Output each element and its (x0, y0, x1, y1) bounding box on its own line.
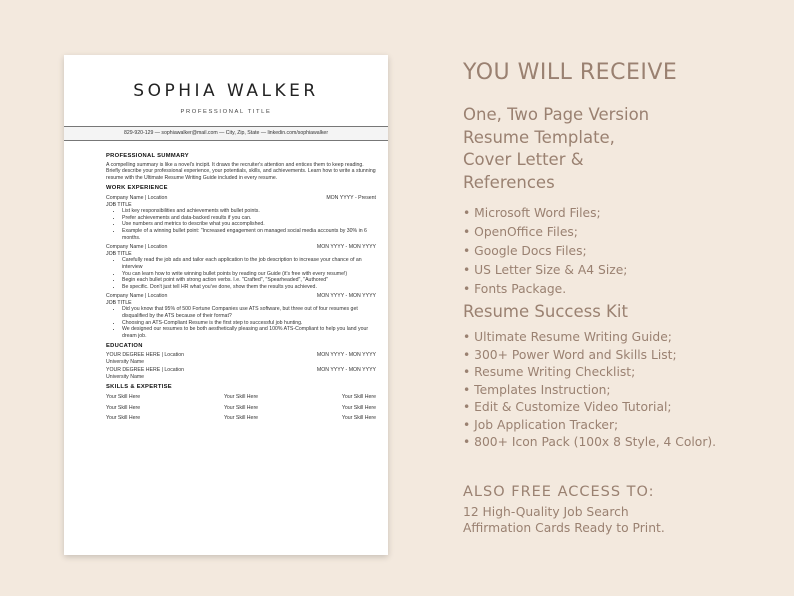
job-bullet: • Carefully read the job ads and tailor each application to the job description to increase your chance of an interview (122, 257, 376, 270)
version-line: One, Two Page Version (463, 105, 650, 124)
file-item: • Google Docs Files; (463, 244, 587, 258)
version-line: Resume Template, (463, 127, 615, 147)
skills-grid (106, 394, 376, 422)
skill-item: Your Skill Here (223, 404, 259, 411)
resume-name: SOPHIA WALKER (133, 81, 319, 101)
job-bullet: • List key responsibilities and achievements with bullet points. (122, 208, 376, 215)
edu-dates: MON YYYY - MON YYYY (316, 352, 376, 359)
work-heading: WORK EXPERIENCE (106, 185, 168, 192)
skill-item: Your Skill Here (341, 394, 376, 400)
file-item: • Microsoft Word Files; (463, 206, 601, 220)
job-bullet: • Begin each bullet point with strong action verbs. I.e. "Crafted", "Spearheaded", "Authored" (122, 277, 376, 284)
skill-item: Your Skill Here (341, 404, 376, 411)
kit-item: • Ultimate Resume Writing Guide; (463, 330, 672, 344)
resume-professional-title: PROFESSIONAL TITLE (180, 109, 272, 115)
resume-body (106, 149, 376, 422)
job-dates: MON YYYY - MON YYYY (316, 293, 376, 300)
job-dates: MON YYYY - Present (326, 194, 376, 201)
skill-item: Your Skill Here (106, 415, 141, 422)
job-entry (106, 293, 376, 339)
kit-item: • 800+ Icon Pack (100x 8 Style, 4 Color). (463, 435, 717, 449)
skill-item: Your Skill Here (106, 394, 141, 400)
job-company: Company Name | Location (106, 244, 168, 251)
kit-item: • 300+ Power Word and Skills List; (463, 347, 677, 362)
skill-item: Your Skill Here (106, 404, 141, 411)
version-line: References (463, 172, 555, 192)
job-bullet: • Prefer achievements and data-backed results if you can. (122, 215, 376, 222)
job-bullet: • Did you know that 95% of 500 Fortune Companies use ATS software, but three out of four resumes get disqualified by the ATS because of their format? (122, 306, 376, 319)
job-bullet: • Choosing an ATS-Compliant Resume is the first step to successful job hunting. (122, 320, 376, 327)
job-company: Company Name | Location (106, 194, 168, 201)
file-item: • OpenOffice Files; (463, 225, 578, 239)
education-entry (106, 352, 376, 365)
job-company: Company Name | Location (106, 293, 168, 300)
also-heading: ALSO FREE ACCESS TO: (463, 483, 655, 500)
kit-list (463, 329, 783, 452)
edu-degree: YOUR DEGREE HERE | Location (106, 352, 185, 359)
summary-text: A compelling summary is like a novel's incipit. It draws the recruiter's attention and entices them to keep reading. Briefly describe your professional experience, your potentials, skills, and achievements. Learn how to write a stunning resume with the Ultimate Resume Writing Guide included in every resume. (106, 161, 376, 181)
job-entry (106, 244, 376, 290)
job-bullet: • Example of a winning bullet point: "Increased engagement on managed social media accounts by 30% in 6 months. (122, 228, 376, 241)
kit-item: • Edit & Customize Video Tutorial; (463, 400, 672, 414)
also-line: Affirmation Cards Ready to Print. (463, 520, 665, 535)
job-bullet: • You can learn how to write winning bullet points by reading our Guide (it's free with every resume!) (122, 271, 376, 278)
skill-item: Your Skill Here (223, 394, 259, 400)
job-title: JOB TITLE (106, 250, 132, 257)
file-list (463, 204, 783, 299)
skills-heading: SKILLS & EXPERTISE (106, 384, 172, 391)
file-item: • US Letter Size & A4 Size; (463, 263, 628, 277)
education-entry (106, 367, 376, 380)
job-title: JOB TITLE (106, 299, 132, 306)
skill-item: Your Skill Here (223, 415, 259, 422)
job-bullet: • We designed our resumes to be both aesthetically pleasing and 100% ATS-Compliant to help you land your dream job. (122, 326, 376, 339)
job-title: JOB TITLE (106, 201, 132, 208)
file-item: • Fonts Package. (463, 282, 567, 296)
job-dates: MON YYYY - MON YYYY (316, 244, 376, 251)
skill-item: Your Skill Here (341, 415, 376, 422)
kit-heading: Resume Success Kit (463, 302, 628, 321)
promo-panel (463, 58, 783, 536)
summary-heading: PROFESSIONAL SUMMARY (106, 153, 189, 159)
version-text (463, 104, 783, 194)
also-line: 12 High-Quality Job Search (463, 504, 629, 519)
kit-item: • Templates Instruction; (463, 382, 611, 397)
kit-item: • Resume Writing Checklist; (463, 365, 636, 379)
education-heading: EDUCATION (106, 343, 143, 350)
job-bullet: • Be specific. Don't just tell HR what you've done, show them the results you achieved. (122, 284, 376, 291)
resume-preview (64, 55, 388, 555)
edu-school: University Name (106, 373, 145, 380)
edu-degree: YOUR DEGREE HERE | Location (106, 367, 185, 374)
also-text (463, 504, 783, 536)
promo-heading: YOU WILL RECEIVE (463, 60, 678, 85)
edu-school: University Name (106, 358, 145, 365)
resume-contact-bar: 829-920-129 — sophiawalker@mail.com — City, Zip, State — linkedin.com/sophiawalker (64, 126, 388, 141)
job-entry (106, 195, 376, 241)
version-line: Cover Letter & (463, 150, 584, 169)
job-bullet: • Use numbers and metrics to describe what you accomplished. (122, 221, 376, 228)
kit-item: • Job Application Tracker; (463, 417, 619, 432)
edu-dates: MON YYYY - MON YYYY (316, 367, 376, 374)
